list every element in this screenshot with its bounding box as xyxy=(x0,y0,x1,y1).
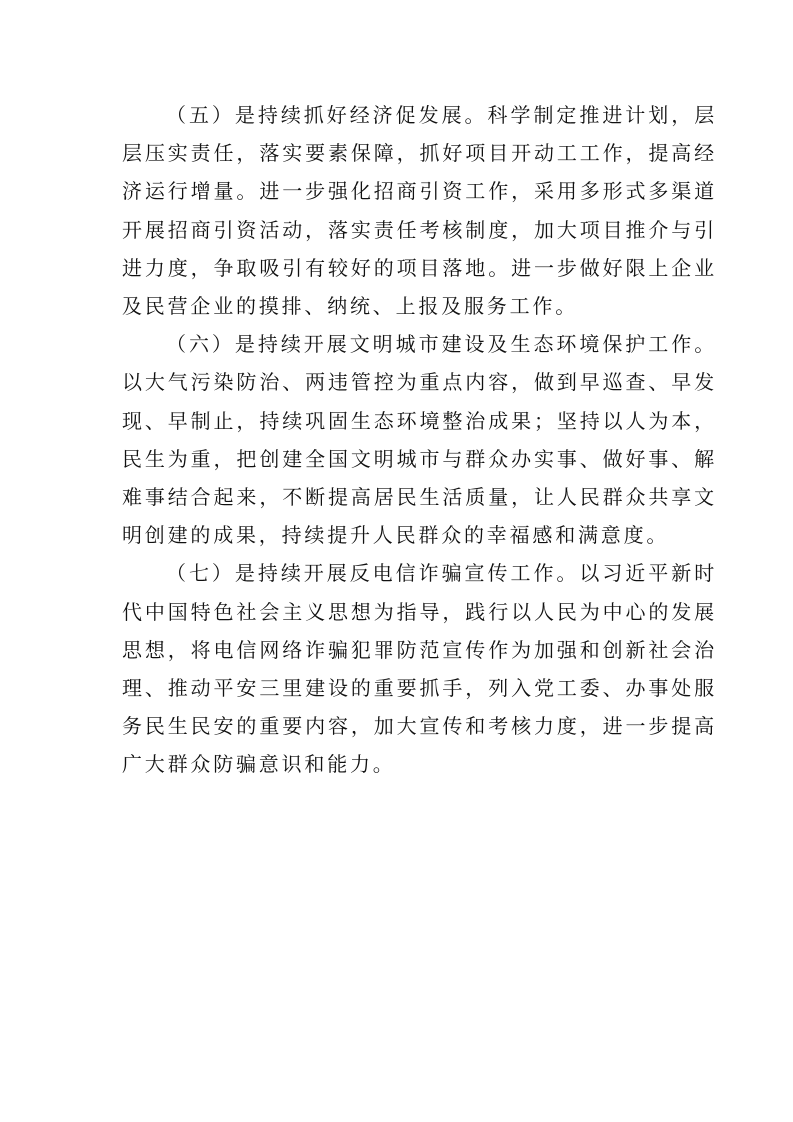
paragraph-seven: （七）是持续开展反电信诈骗宣传工作。以习近平新时代中国特色社会主义思想为指导，践行以人民为中心的发展思想，将电信网络诈骗犯罪防范宣传作为加强和创新社会治理、推动平安三里建设的重要抓手，列入党工委、办事处服务民生民安的重要内容，加大宣传和考核力度，进一步提高广大群众防骗意识和能力。 xyxy=(122,561,717,777)
paragraph-five: （五）是持续抓好经济促发展。科学制定推进计划，层层压实责任，落实要素保障，抓好项目开动工工作，提高经济运行增量。进一步强化招商引资工作，采用多形式多渠道开展招商引资活动，落实责任考核制度，加大项目推介与引进力度，争取吸引有较好的项目落地。进一步做好限上企业及民营企业的摸排、纳统、上报及服务工作。 xyxy=(122,103,717,319)
document-body xyxy=(122,96,717,784)
paragraph-six: （六）是持续开展文明城市建设及生态环境保护工作。以大气污染防治、两违管控为重点内容，做到早巡查、早发现、早制止，持续巩固生态环境整治成果；坚持以人为本，民生为重，把创建全国文明城市与群众办实事、做好事、解难事结合起来，不断提高居民生活质量，让人民群众共享文明创建的成果，持续提升人民群众的幸福感和满意度。 xyxy=(122,332,717,548)
